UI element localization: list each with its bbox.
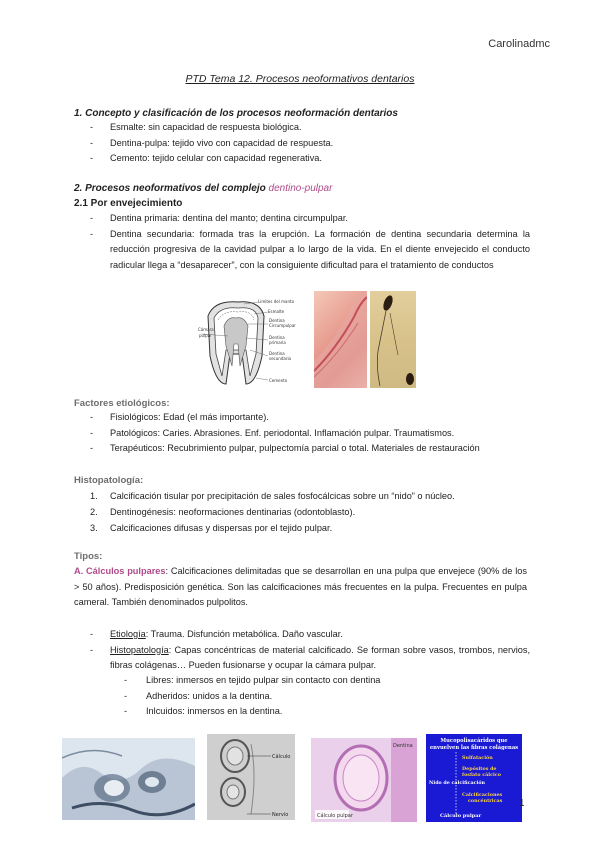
micrograph-1 — [62, 738, 195, 820]
list-item: 2. Dentinogénesis: neoformaciones dentinarias (odontoblasto). — [90, 506, 356, 517]
calculos-pulpares-paragraph: A. Cálculos pulpares: Calcificaciones delimitadas que se desarrollan en una pulpa que envejece (90% de los > 50 años). Predisposición genética. Son las calcificaciones más frecuentes en la pulpa. Frecuentes en pulpa cameral. También denominados pulpolitos. — [74, 566, 527, 607]
flow-step-nido: Nido de calcificación — [429, 780, 486, 786]
list-item: - Adheridos: unidos a la dentina. — [124, 690, 273, 701]
list-item: - Histopatología: Capas concéntricas de material calcificado. Se forman sobre vasos, trombos, nervios, fibras colágenas… Pueden fusionarse y ocupar la cámara pulpar. — [90, 644, 530, 670]
histopatologia-heading: Histopatología: — [74, 475, 144, 486]
tooth-label-pulpar: pulpar — [199, 333, 212, 338]
flow-step-sulfatacion: Sulfatación — [462, 755, 493, 761]
tooth-label-dentina-2: Dentina — [269, 335, 285, 340]
page-number: 1 — [519, 798, 525, 809]
subsection-2-1-heading: 2.1 Por envejecimiento — [74, 198, 183, 209]
tooth-label-dentina-3: Dentina — [269, 351, 285, 356]
list-item: - Cemento: tejido celular con capacidad regenerativa. — [90, 153, 322, 163]
tipos-heading: Tipos: — [74, 551, 103, 562]
calcification-flow-diagram — [426, 734, 522, 822]
list-item: 1. Calcificación tisular por precipitación de sales fosfocálcicas sobre un “nido” o núcleo. — [90, 491, 455, 501]
list-item: - Inlcuidos: inmersos en la dentina. — [124, 706, 283, 716]
micrograph-2-label-nervio: Nervio — [272, 812, 289, 818]
calculos-types-list — [124, 673, 524, 720]
list-item: - Etiología: Trauma. Disfunción metabólica. Daño vascular. — [90, 629, 343, 639]
document-title: PTD Tema 12. Procesos neoformativos dentarios — [185, 73, 415, 85]
list-item: - Esmalte: sin capacidad de respuesta biológica. — [90, 122, 302, 132]
flow-step-depositos-1: Depósitos de — [462, 766, 497, 772]
histology-photo-1 — [314, 291, 367, 388]
flow-step-calcificaciones-1: Calcificaciones — [462, 792, 503, 798]
flow-title-line-2: envuelven las fibras colágenas — [429, 745, 519, 751]
histology-photo-2 — [370, 291, 416, 388]
tooth-label-circumpulpar: Circumpulpar — [269, 323, 296, 328]
etiologia-label: Etiología — [110, 629, 146, 639]
section-2-list — [90, 211, 530, 273]
flow-step-calculo-pulpar: Cálculo pulpar — [440, 813, 482, 819]
tooth-label-cemento: Cemento — [269, 378, 288, 383]
section-1-list — [90, 120, 530, 167]
calculos-pulpares-label: A. Cálculos pulpares — [74, 566, 166, 576]
histopatologia-label: Histopatología — [110, 644, 169, 655]
flow-title-line-1: Mucopolisacáridos que — [440, 738, 508, 744]
list-item: - Libres: inmersos en tejido pulpar sin contacto con dentina — [124, 675, 381, 685]
section-2-heading: 2. Procesos neoformativos del complejo dentino-pulpar — [74, 183, 333, 194]
tooth-label-camara: Cámara — [198, 327, 214, 332]
factores-list — [90, 410, 530, 457]
micrograph-2 — [207, 734, 295, 820]
author-name: Carolinadmc — [488, 38, 550, 50]
section-1-heading: 1. Concepto y clasificación de los procesos neoformación dentarios — [74, 108, 398, 119]
calculos-details-list — [90, 627, 530, 674]
factores-heading: Factores etiológicos: — [74, 398, 170, 409]
list-item: - Dentina secundaria: formada tras la erupción. La formación de dentina secundaria determina la reducción progresiva de la cavidad pulpar a lo largo de la vida. En el diente envejecido el conducto radicular llega a “desaparecer”, con la consiguiente dificultad para el tratamiento de conductos — [90, 228, 530, 270]
micrograph-3-label-calculo: Cálculo pulpar — [317, 813, 353, 819]
tooth-diagram — [198, 296, 312, 388]
flow-step-depositos-2: fosfato cálcico — [462, 772, 501, 778]
list-item: - Dentina primaria: dentina del manto; dentina circumpulpar. — [90, 213, 348, 223]
flow-step-calcificaciones-2: concéntricas — [468, 798, 503, 804]
tooth-label-esmalte: Esmalte — [268, 309, 285, 314]
tooth-label-primaria: primaria — [269, 340, 286, 345]
list-item: - Dentina-pulpa: tejido vivo con capacidad de respuesta. — [90, 137, 334, 148]
micrograph-3 — [311, 738, 417, 822]
histopatologia-list — [90, 489, 530, 536]
micrograph-2-label-calculo: Cálculo — [272, 754, 291, 760]
list-item: - Patológicos: Caries. Abrasiones. Enf. periodontal. Inflamación pulpar. Traumatismos. — [90, 427, 455, 438]
tooth-label-dentina-1: Dentina — [269, 318, 285, 323]
tooth-label-secundaria: secundaria — [269, 356, 292, 361]
list-item: - Terapéuticos: Recubrimiento pulpar, pulpectomía parcial o total. Materiales de restauración — [90, 443, 480, 453]
list-item: 3. Calcificaciones difusas y dispersas por el tejido pulpar. — [90, 522, 333, 533]
micrograph-3-label-dentina: Dentina — [393, 743, 413, 749]
tooth-label-manto: Limites del manto — [258, 299, 295, 304]
section-2-heading-highlight: dentino-pulpar — [268, 183, 333, 194]
list-item: - Fisiológicos: Edad (el más importante). — [90, 412, 269, 422]
